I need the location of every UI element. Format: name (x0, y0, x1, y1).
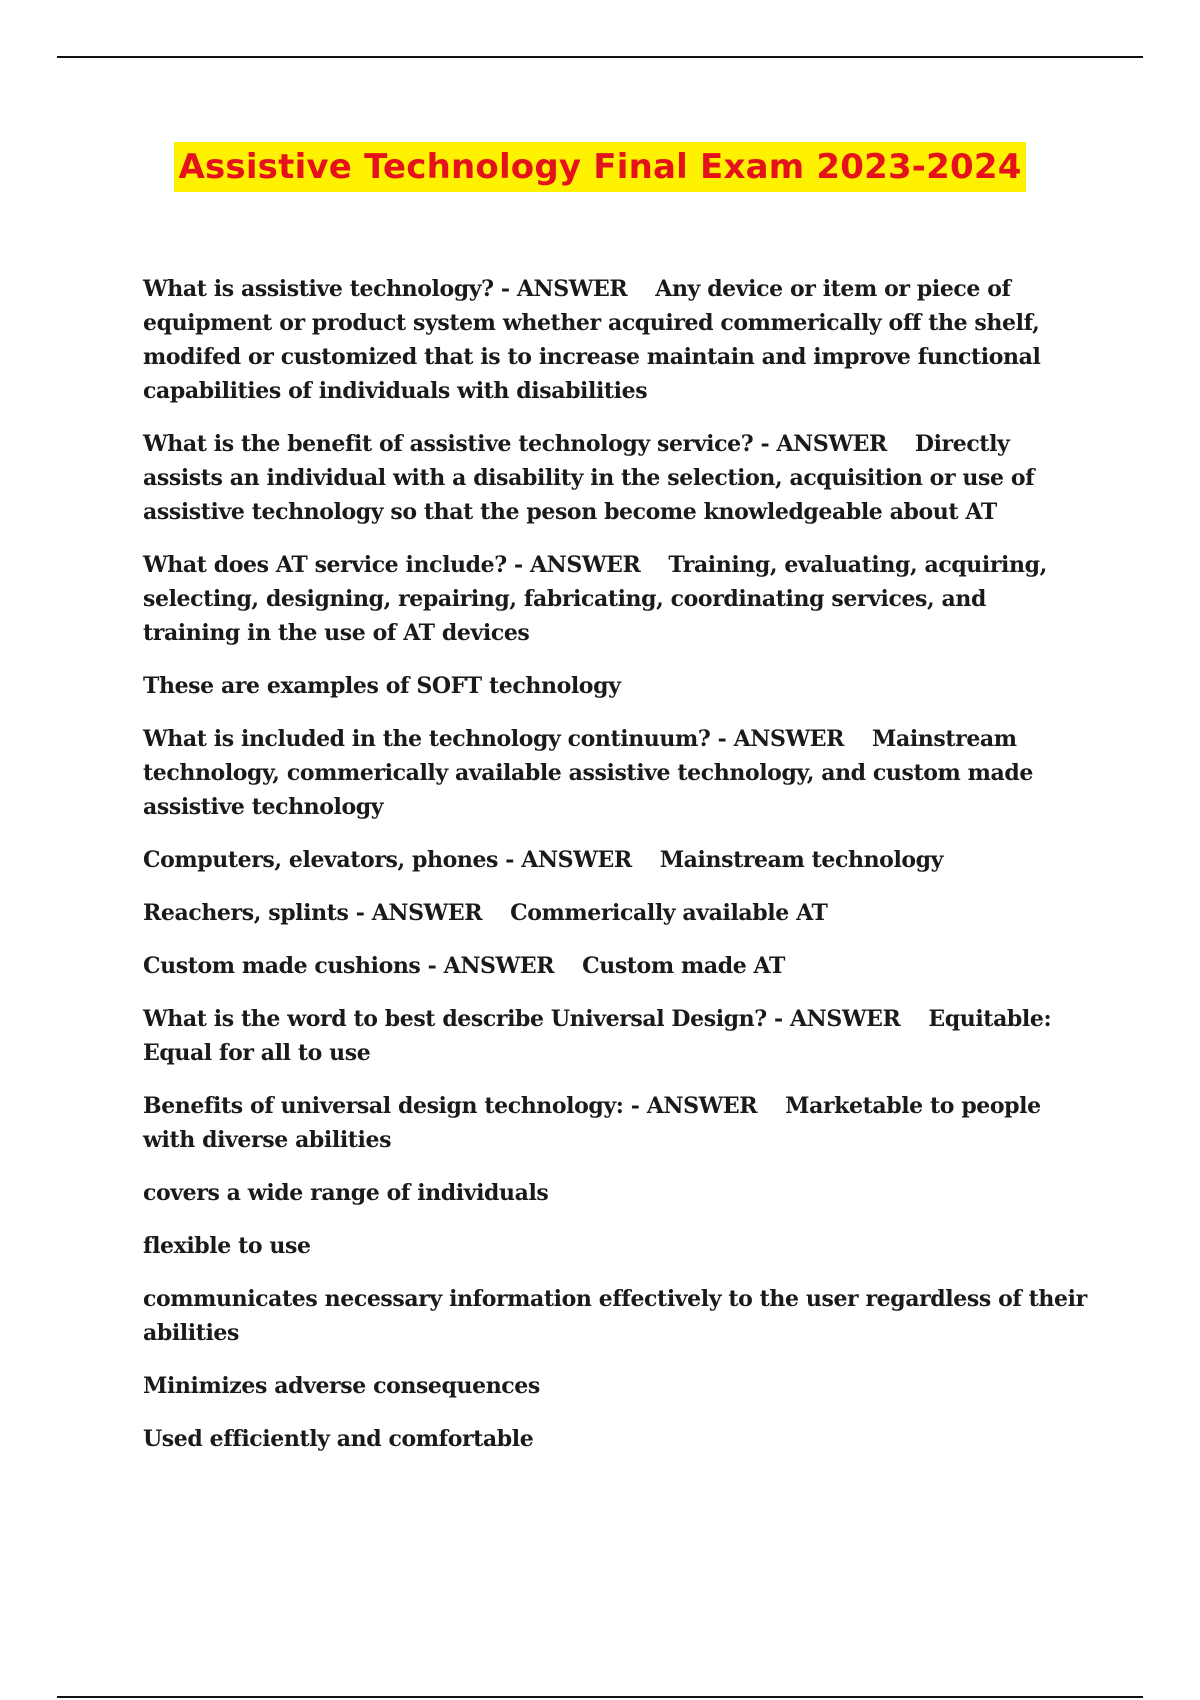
question-text: Reachers, splints - ANSWER (143, 900, 483, 926)
qa-entry (143, 949, 1088, 983)
qa-entry (143, 272, 1088, 408)
bottom-divider (57, 1696, 1143, 1698)
question-text: What is the benefit of assistive technology service? - ANSWER (143, 431, 887, 457)
note-line (143, 1282, 1088, 1350)
qa-entry (143, 722, 1088, 824)
answer-text: Custom made AT (582, 953, 785, 979)
question-text: What is the word to best describe Universal Design? - ANSWER (143, 1006, 901, 1032)
question-text: What does AT service include? - ANSWER (143, 552, 641, 578)
question-text: What is assistive technology? - ANSWER (143, 276, 628, 302)
answer-text: Mainstream technology, commerically available assistive technology, and custom made assistive technology (143, 726, 1033, 820)
document-title: Assistive Technology Final Exam 2023-2024 (174, 142, 1025, 192)
note-text: flexible to use (143, 1233, 311, 1259)
note-text: Used efficiently and comfortable (143, 1426, 534, 1452)
answer-text: Equitable: Equal for all to use (143, 1006, 1052, 1066)
top-divider (57, 56, 1143, 58)
answer-text: Training, evaluating, acquiring, selecting, designing, repairing, fabricating, coordinating services, and training in the use of AT devices (143, 552, 1047, 646)
answer-text: Marketable to people with diverse abilities (143, 1093, 1041, 1153)
qa-entry (143, 896, 1088, 930)
note-text: communicates necessary information effectively to the user regardless of their abilities (143, 1286, 1087, 1346)
note-text: covers a wide range of individuals (143, 1180, 549, 1206)
note-line (143, 1422, 1088, 1456)
qa-entry (143, 427, 1088, 529)
qa-entry (143, 548, 1088, 650)
note-text: Minimizes adverse consequences (143, 1373, 540, 1399)
answer-text: Commerically available AT (510, 900, 828, 926)
title-container (0, 142, 1200, 192)
answer-text: Any device or item or piece of equipment or product system whether acquired commerically off the shelf, modifed or customized that is to increase maintain and improve functional capabilities of individuals with disabilities (143, 276, 1041, 404)
qa-entry (143, 1089, 1088, 1157)
qa-entry (143, 843, 1088, 877)
qa-content (143, 272, 1088, 1475)
answer-text: Directly assists an individual with a disability in the selection, acquisition or use of assistive technology so that the peson become knowledgeable about AT (143, 431, 1035, 525)
note-line (143, 1176, 1088, 1210)
note-line (143, 1369, 1088, 1403)
note-line (143, 669, 1088, 703)
question-text: What is included in the technology continuum? - ANSWER (143, 726, 845, 752)
answer-text: Mainstream technology (659, 847, 944, 873)
note-text: These are examples of SOFT technology (143, 673, 621, 699)
qa-entry (143, 1002, 1088, 1070)
question-text: Custom made cushions - ANSWER (143, 953, 555, 979)
question-text: Benefits of universal design technology: - ANSWER (143, 1093, 758, 1119)
note-line (143, 1229, 1088, 1263)
question-text: Computers, elevators, phones - ANSWER (143, 847, 632, 873)
